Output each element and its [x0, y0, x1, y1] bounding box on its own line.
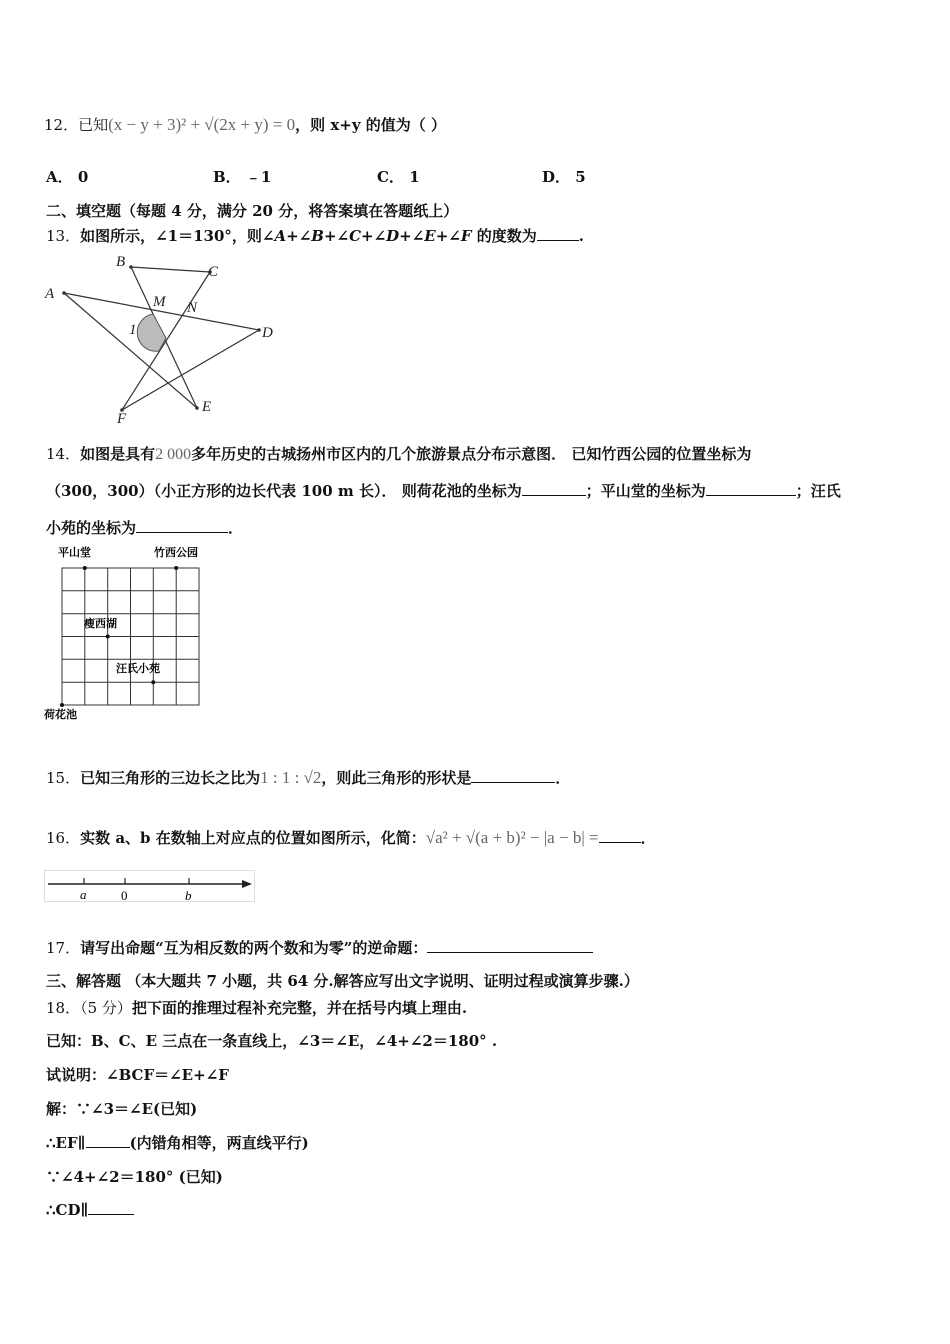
- label-angle-1: 1: [129, 322, 137, 338]
- q14-blank-pingshantang[interactable]: [706, 481, 796, 496]
- label-pingshantang: 平山堂: [58, 546, 91, 559]
- q16-answer-blank[interactable]: [599, 828, 641, 843]
- q12-number: 12．: [44, 116, 79, 134]
- q12-stem: [44, 114, 446, 135]
- q18-prove: 试说明：∠BCF＝∠E+∠F: [46, 1066, 229, 1084]
- point-hehuachi: [60, 703, 64, 707]
- q12-formula: (x − y + 3)² + √(2x + y) = 0: [108, 115, 296, 134]
- q13-answer-blank[interactable]: [537, 226, 579, 241]
- axis-label-b: b: [185, 888, 192, 903]
- q17-stem: 17．请写出命题“互为相反数的两个数和为零”的逆命题：: [46, 937, 593, 958]
- q16-formula: √a² + √(a + b)² − |a − b| =: [425, 828, 599, 847]
- q18-blank-ef-parallel[interactable]: [86, 1133, 130, 1148]
- angle-1-arc: [137, 314, 166, 351]
- q15-ratio: 1 : 1 : √2: [260, 768, 322, 787]
- label-wangshi: 汪氏小苑: [116, 662, 160, 675]
- label-M: M: [153, 294, 166, 310]
- label-D: D: [262, 325, 273, 341]
- q15-stem: 15．已知三角形的三边长之比为1 : 1 : √2，则此三角形的形状是 ．: [46, 768, 571, 787]
- q13-figure: [40, 250, 290, 430]
- q16-stem: 16．实数 a、b 在数轴上对应点的位置如图所示，化简：√a² + √(a + b)² − |a − b| = ．: [46, 828, 656, 847]
- label-A: A: [45, 286, 55, 302]
- point-wangshi: [151, 680, 155, 684]
- axis-label-zero: 0: [121, 888, 128, 903]
- label-zhuxi: 竹西公园: [154, 546, 198, 559]
- q12-option-c: C． 1: [377, 168, 420, 186]
- q15-answer-blank[interactable]: [471, 768, 555, 783]
- q14-line2: （300，300）（小正方形的边长代表 100 m 长）． 则荷花池的坐标为 ；平山堂的坐标为 ；汪氏: [46, 482, 841, 500]
- q12-suffix: ，则 x+y 的值为（ ）: [295, 116, 447, 134]
- label-E: E: [202, 399, 212, 415]
- label-C: C: [208, 264, 219, 280]
- q16-number-line: [44, 870, 258, 904]
- q17-answer-blank[interactable]: [427, 938, 593, 953]
- q18-step3: ∵∠4+∠2＝180° (已知): [46, 1168, 223, 1186]
- point-shouxihu: [106, 635, 110, 639]
- q18-step4: ∴CD∥: [46, 1200, 134, 1219]
- label-hehuachi: 荷花池: [44, 708, 77, 721]
- q12-prefix: 已知: [78, 116, 109, 134]
- q13-stem: 13．如图所示，∠1＝130°，则∠A+∠B+∠C+∠D+∠E+∠F 的度数为 .: [46, 227, 584, 245]
- q18-step2: ∴EF∥ (内错角相等，两直线平行): [46, 1134, 309, 1152]
- q18-stem: 18．（5 分）把下面的推理过程补充完整，并在括号内填上理由.: [46, 999, 468, 1017]
- q18-given: 已知：B、C、E 三点在一条直线上，∠3＝∠E，∠4+∠2＝180° .: [46, 1032, 498, 1050]
- label-B: B: [116, 254, 126, 270]
- section2-title: 二、填空题（每题 4 分，满分 20 分，将答案填在答题纸上）: [46, 202, 459, 220]
- segment-CF: [122, 272, 210, 410]
- q14-line1: 14．如图是具有2 000多年历史的古城扬州市区内的几个旅游景点分布示意图． 已知竹西公园的位置坐标为: [46, 445, 752, 463]
- label-shouxihu: 瘦西湖: [84, 617, 117, 630]
- axis-label-a: a: [80, 887, 87, 902]
- q14-blank-hehuachi[interactable]: [522, 481, 586, 496]
- label-N: N: [187, 300, 198, 316]
- q14-line3: 小苑的坐标为 ．: [46, 519, 244, 537]
- q12-option-d: D． 5: [542, 168, 586, 186]
- q14-map-grid: [40, 540, 240, 735]
- section3-title: 三、解答题 （本大题共 7 小题，共 64 分.解答应写出文字说明、证明过程或演算步骤.）: [46, 972, 639, 990]
- q12-option-a: A． 0: [46, 168, 89, 186]
- q18-blank-cd-parallel[interactable]: [88, 1200, 134, 1215]
- segment-BC: [131, 267, 210, 272]
- q14-blank-wangshi[interactable]: [136, 518, 228, 533]
- point-pingshantang: [83, 566, 87, 570]
- label-F: F: [117, 411, 127, 427]
- q12-option-b: B． ﹣1: [213, 168, 272, 186]
- point-zhuxi: [174, 566, 178, 570]
- segment-AE: [64, 293, 197, 408]
- q18-step1: 解：∵∠3＝∠E(已知): [46, 1100, 198, 1118]
